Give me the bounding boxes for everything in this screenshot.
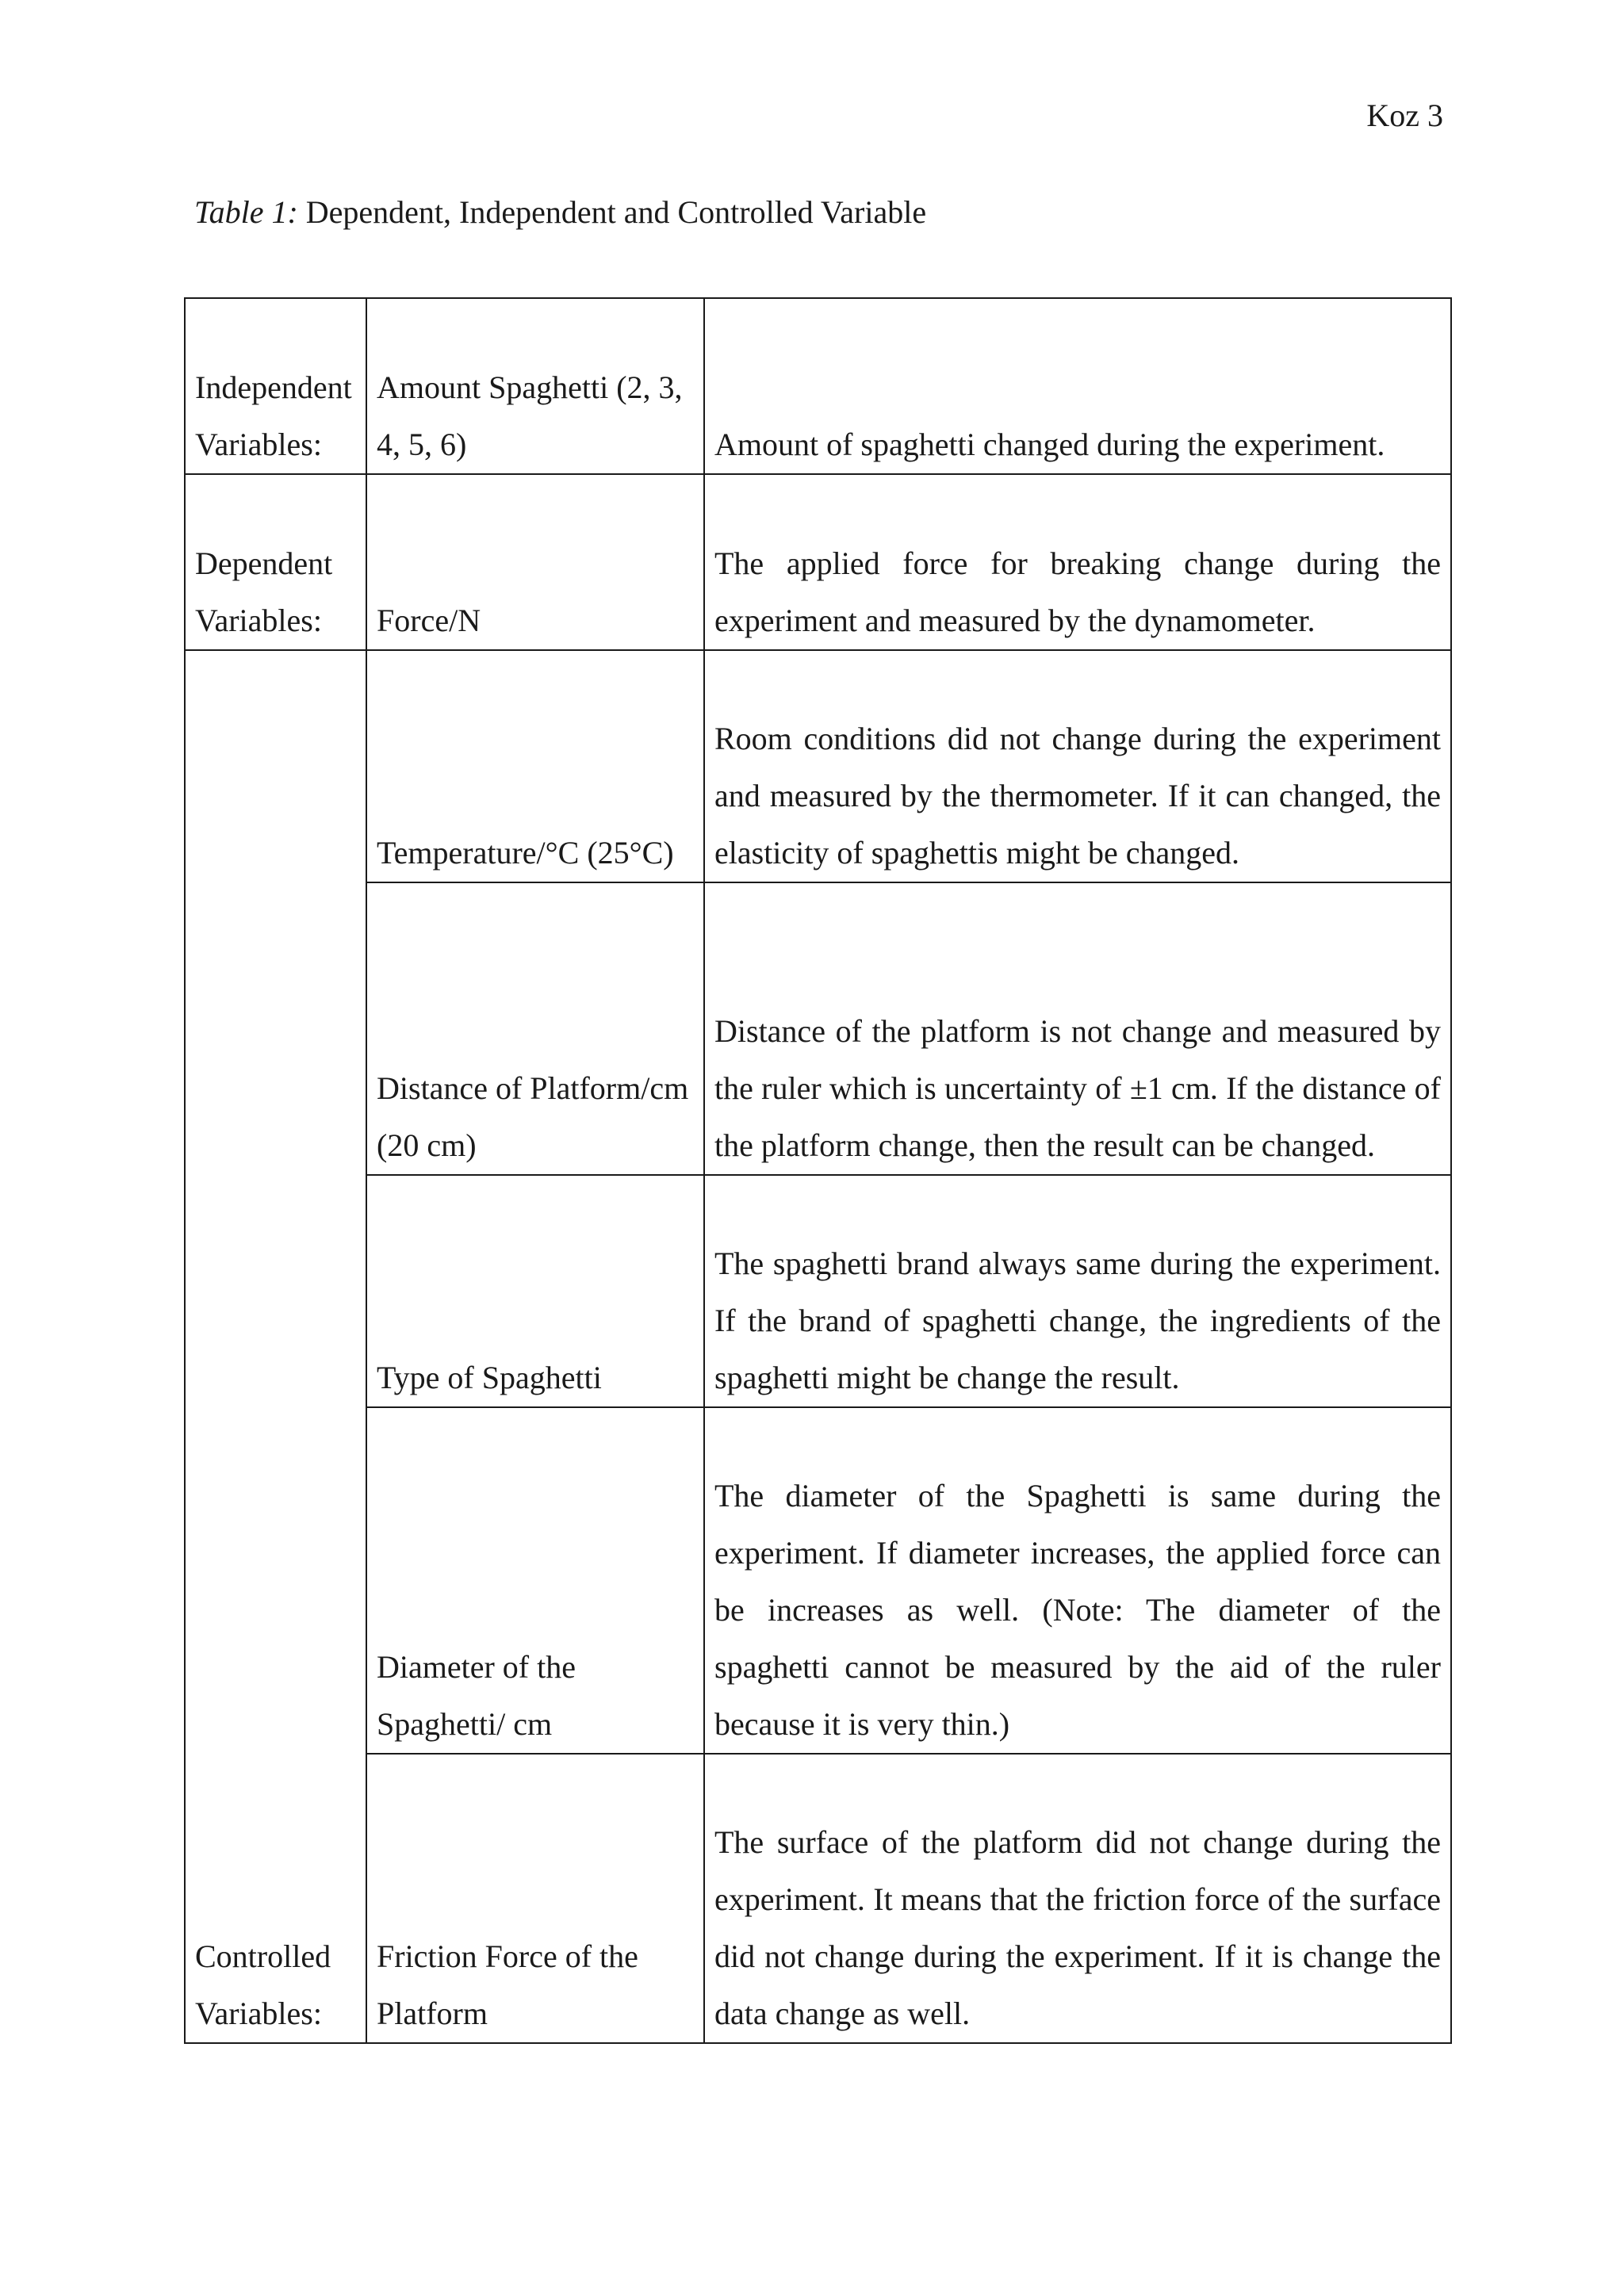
controlled-description-cell: The diameter of the Spaghetti is same during the experiment. If diameter increases, the applied force can be increases as well. (Note: The diameter of the spaghetti cannot be measured by the aid of the ruler because it is very thin.)	[704, 1407, 1451, 1754]
table-row-controlled	[185, 1175, 1451, 1407]
independent-category-cell: Independent Variables:	[185, 298, 366, 474]
controlled-variable-cell: Friction Force of the Platform	[366, 1754, 704, 2043]
table-row-controlled	[185, 1754, 1451, 2043]
controlled-variable-cell: Diameter of the Spaghetti/ cm	[366, 1407, 704, 1754]
independent-variable-cell: Amount Spaghetti (2, 3, 4, 5, 6)	[366, 298, 704, 474]
table-caption	[194, 190, 926, 235]
table-row-controlled	[185, 1407, 1451, 1754]
table-row-controlled	[185, 650, 1451, 882]
dependent-variable-cell: Force/N	[366, 474, 704, 650]
dependent-category-cell: Dependent Variables:	[185, 474, 366, 650]
table-row-independent	[185, 298, 1451, 474]
table-row-controlled	[185, 882, 1451, 1175]
controlled-description-cell: Room conditions did not change during the experiment and measured by the thermometer. If it can changed, the elasticity of spaghettis might be changed.	[704, 650, 1451, 882]
controlled-description-cell: The surface of the platform did not change during the experiment. It means that the friction force of the surface did not change during the experiment. If it is change the data change as well.	[704, 1754, 1451, 2043]
controlled-variable-cell: Distance of Platform/cm (20 cm)	[366, 882, 704, 1175]
page-header: Koz 3	[1366, 98, 1443, 133]
table-caption-text: Dependent, Independent and Controlled Variable	[297, 194, 927, 230]
independent-description-cell: Amount of spaghetti changed during the experiment.	[704, 298, 1451, 474]
controlled-description-cell: Distance of the platform is not change and measured by the ruler which is uncertainty of ±1 cm. If the distance of the platform change, then the result can be changed.	[704, 882, 1451, 1175]
controlled-variable-cell: Type of Spaghetti	[366, 1175, 704, 1407]
table-caption-label: Table 1:	[194, 194, 298, 230]
dependent-description-cell: The applied force for breaking change during the experiment and measured by the dynamometer.	[704, 474, 1451, 650]
table-row-dependent	[185, 474, 1451, 650]
controlled-category-cell: Controlled Variables:	[185, 650, 366, 2043]
controlled-description-cell: The spaghetti brand always same during the experiment. If the brand of spaghetti change, the ingredients of the spaghetti might be change the result.	[704, 1175, 1451, 1407]
variables-table	[184, 297, 1452, 2044]
controlled-variable-cell: Temperature/°C (25°C)	[366, 650, 704, 882]
